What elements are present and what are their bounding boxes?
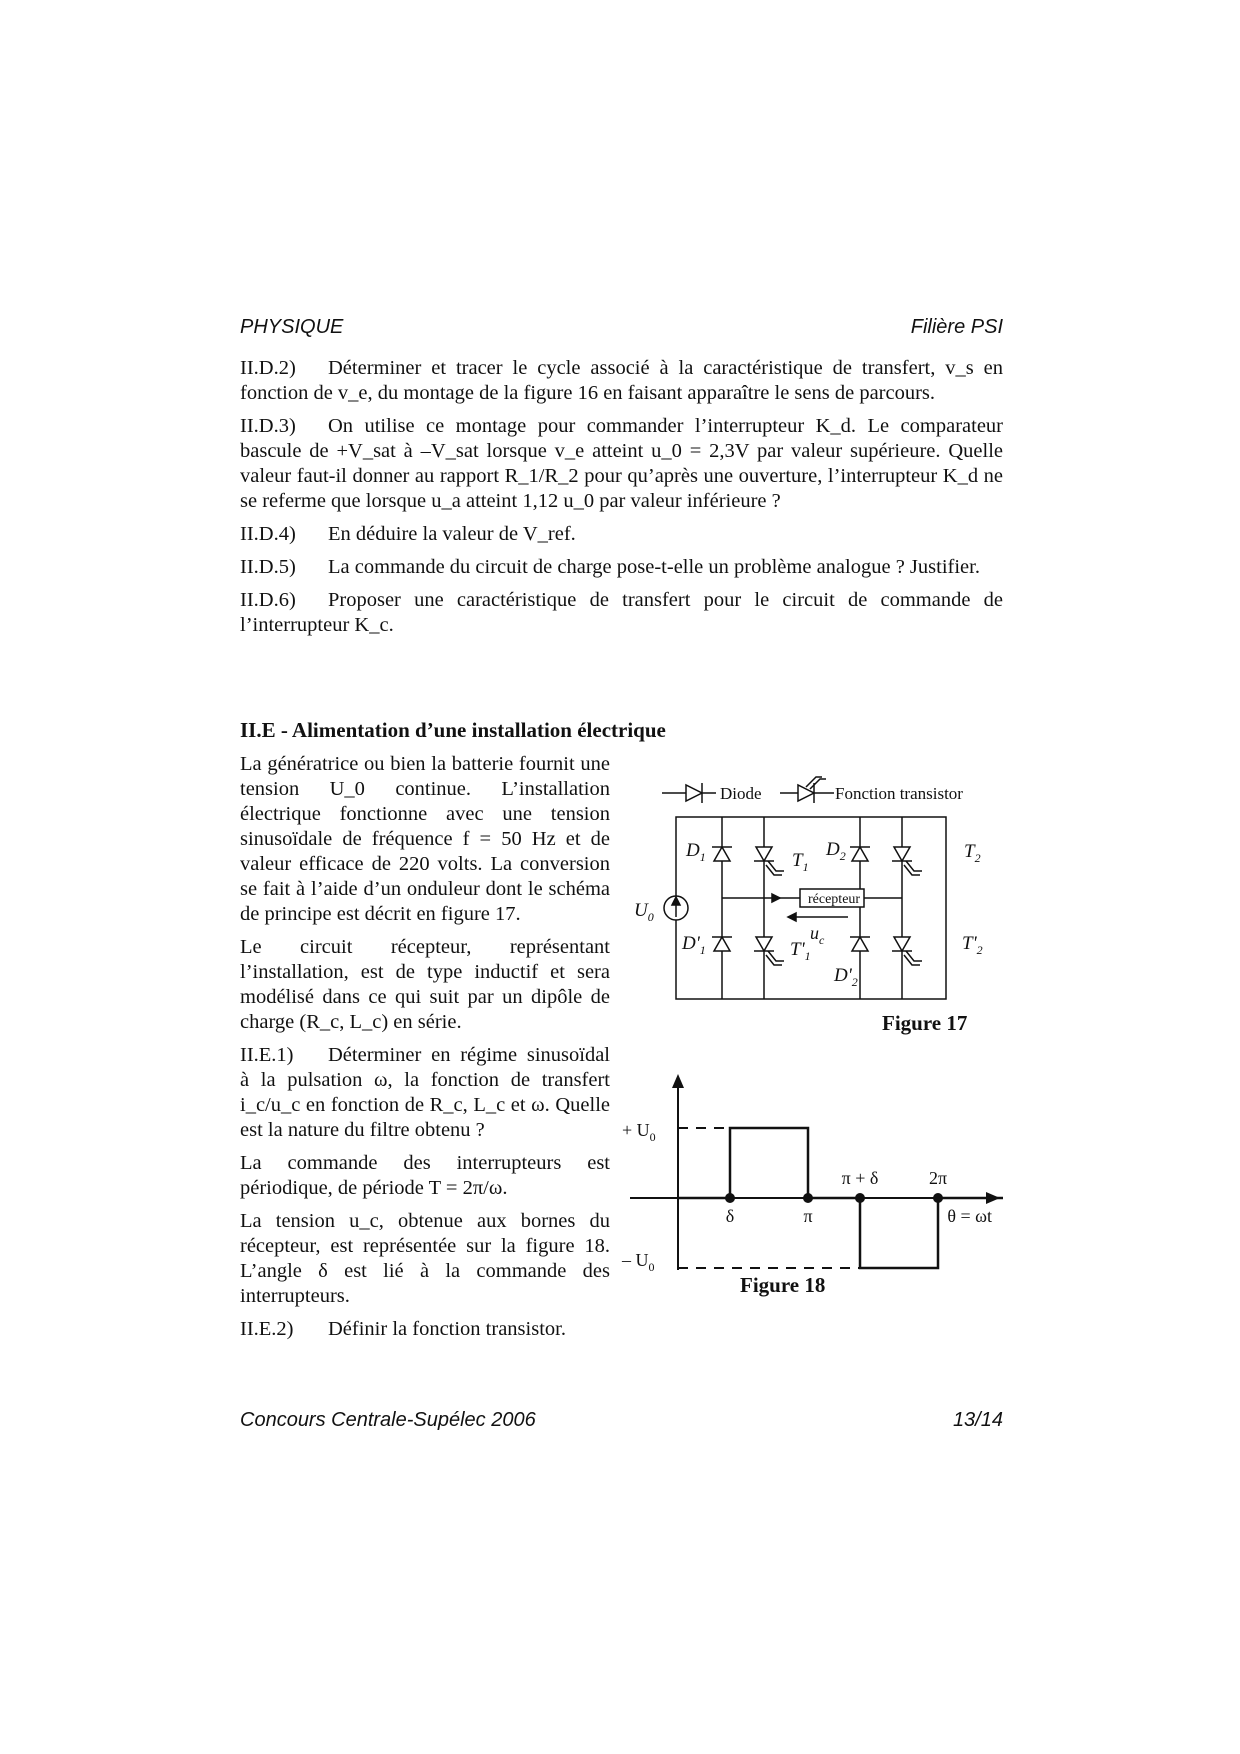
x-tick-delta: δ xyxy=(725,1206,735,1226)
voltage-label xyxy=(810,923,825,947)
current-arrow xyxy=(772,894,780,902)
legend-diode-label: Diode xyxy=(720,784,762,803)
transistor-t2p-symbol xyxy=(892,937,922,965)
diode-d2-symbol xyxy=(850,847,870,861)
legend-transistor-symbol xyxy=(780,777,834,803)
question-text: Déterminer et tracer le cycle associé à la caractéristique de transfert, v_s en fonction de v_e, du montage de la figure 16 en faisant apparaître le sens de parcours. xyxy=(240,357,1003,404)
question-text: Définir la fonction transistor. xyxy=(328,1318,566,1340)
label-t1 xyxy=(792,850,809,874)
question-text: Déterminer en régime sinusoïdal à la pulsation ω, la fonction de transfert i_c/u_c en fonction de R_c, L_c et ω. Quelle est la nature du filtre obtenu ? xyxy=(240,1044,610,1141)
diode-d1-symbol xyxy=(712,847,732,861)
question-number: II.D.5) xyxy=(240,556,296,578)
label-d2-sub: 2 xyxy=(839,849,846,863)
voltage-letter: u xyxy=(810,923,819,943)
figure-17-caption: Figure 17 xyxy=(882,1011,968,1035)
dot-pi xyxy=(803,1193,813,1203)
label-t1-letter: T xyxy=(792,850,803,871)
label-d1-sub: 1 xyxy=(699,850,706,864)
label-t1p-letter: T' xyxy=(790,939,805,960)
header-right: Filière PSI xyxy=(910,316,1003,338)
question-text: La commande du circuit de charge pose-t-elle un problème analogue ? Justifier. xyxy=(328,556,980,578)
label-t1p-sub: 1 xyxy=(804,949,811,963)
question-e1 xyxy=(240,1043,610,1143)
questions-d xyxy=(240,356,1003,646)
label-d2-letter: D xyxy=(826,839,840,860)
y-tick-plus-u0-letter: + U xyxy=(622,1120,650,1140)
question-number: II.D.4) xyxy=(240,523,296,545)
paragraph: La commande des interrupteurs est périodique, de période T = 2π/ω. xyxy=(240,1152,610,1199)
label-d1p-letter: D' xyxy=(682,933,700,954)
question-d4 xyxy=(240,522,1003,547)
label-t1-sub: 1 xyxy=(802,860,809,874)
question-d2 xyxy=(240,356,1003,406)
figure-18-chart xyxy=(620,1070,1005,1310)
section-e-text xyxy=(240,752,610,1350)
y-tick-minus-u0-sub: 0 xyxy=(648,1260,655,1274)
label-t2p-sub: 2 xyxy=(976,943,983,957)
y-axis-arrow xyxy=(672,1074,684,1088)
footer-right: 13/14 xyxy=(952,1409,1003,1431)
voltage-subscript: c xyxy=(819,933,825,947)
transistor-t2-symbol xyxy=(892,847,922,875)
source-label xyxy=(634,900,654,924)
legend-diode-symbol xyxy=(662,783,716,803)
question-number: II.D.3) xyxy=(240,415,296,437)
figure-18-caption: Figure 18 xyxy=(740,1273,826,1297)
question-d5 xyxy=(240,555,1003,580)
x-tick-pi-plus-delta: π + δ xyxy=(841,1168,879,1188)
label-t1p xyxy=(790,939,811,963)
paragraph: La génératrice ou bien la batterie fournit une tension U_0 continue. L’installation électrique fonctionne avec une tension sinusoïdale de fréquence f = 50 Hz et de valeur efficace de 220 volts. La conversion se fait à l’aide d’un onduleur dont le schéma de principe est décrit en figure 17. xyxy=(240,753,610,925)
label-d1p-sub: 1 xyxy=(699,943,706,957)
transistor-t1p-symbol xyxy=(754,937,784,965)
y-tick-plus-u0 xyxy=(622,1120,656,1144)
question-d6 xyxy=(240,588,1003,638)
dot-pi-plus-delta xyxy=(855,1193,865,1203)
question-text: Proposer une caractéristique de transfert pour le circuit de commande de l’interrupteur K_c. xyxy=(240,589,1003,636)
label-t2p-letter: T' xyxy=(962,933,977,954)
diode-d2p-symbol xyxy=(850,937,870,951)
paragraph: Le circuit récepteur, représentant l’installation, est de type inductif et sera modélisé dans ce qui suit par un dipôle de charge (R_c, L_c) en série. xyxy=(240,936,610,1033)
transistor-t1-symbol xyxy=(754,847,784,875)
legend-transistor-label: Fonction transistor xyxy=(835,784,963,803)
question-number: II.D.6) xyxy=(240,589,296,611)
label-d2p-letter: D' xyxy=(834,965,852,986)
load-label: récepteur xyxy=(808,892,861,907)
label-d1-letter: D xyxy=(686,840,700,861)
footer-left: Concours Centrale-Supélec 2006 xyxy=(240,1409,536,1431)
dot-2pi xyxy=(933,1193,943,1203)
y-tick-plus-u0-sub: 0 xyxy=(649,1130,656,1144)
circuit-frame xyxy=(676,817,946,999)
question-text: On utilise ce montage pour commander l’interrupteur K_d. Le comparateur bascule de +V_sat à –V_sat lorsque v_e atteint u_0 = 2,3V par valeur supérieure. Quelle valeur faut-il donner au rapport R_1/R_2 pour qu’après une ouverture, l’interrupteur K_d ne se referme que lorsque u_a atteint 1,12 u_0 par valeur inférieure ? xyxy=(240,415,1003,512)
question-number: II.D.2) xyxy=(240,357,296,379)
label-t2-letter: T xyxy=(964,841,975,862)
source-subscript: 0 xyxy=(647,910,654,924)
label-t2-sub: 2 xyxy=(974,851,981,865)
header-left: PHYSIQUE xyxy=(240,316,344,338)
label-d2p-sub: 2 xyxy=(851,975,858,989)
label-t2 xyxy=(964,841,981,865)
figure-17-schematic xyxy=(620,765,1000,1050)
label-d1p xyxy=(681,933,706,957)
label-t2p xyxy=(962,933,983,957)
y-tick-minus-u0-letter: – U xyxy=(622,1250,649,1270)
question-number: II.E.1) xyxy=(240,1044,294,1066)
x-axis-label: θ = ωt xyxy=(947,1206,992,1226)
dot-delta xyxy=(725,1193,735,1203)
label-d1 xyxy=(685,840,706,864)
y-tick-minus-u0 xyxy=(621,1250,655,1274)
diode-d1p-symbol xyxy=(712,937,732,951)
section-title: II.E - Alimentation d’une installation électrique xyxy=(240,718,666,742)
question-text: En déduire la valeur de V_ref. xyxy=(328,523,576,545)
question-e2 xyxy=(240,1317,610,1342)
question-number: II.E.2) xyxy=(240,1318,294,1340)
paragraph: La tension u_c, obtenue aux bornes du récepteur, est représentée sur la figure 18. L’angle δ est lié à la commande des interrupteurs. xyxy=(240,1210,610,1307)
label-d2p xyxy=(833,965,858,989)
x-tick-pi: π xyxy=(803,1206,813,1226)
question-d3 xyxy=(240,414,1003,514)
x-tick-2pi: 2π xyxy=(928,1168,948,1188)
source-letter: U xyxy=(634,900,648,921)
label-d2 xyxy=(825,839,846,863)
